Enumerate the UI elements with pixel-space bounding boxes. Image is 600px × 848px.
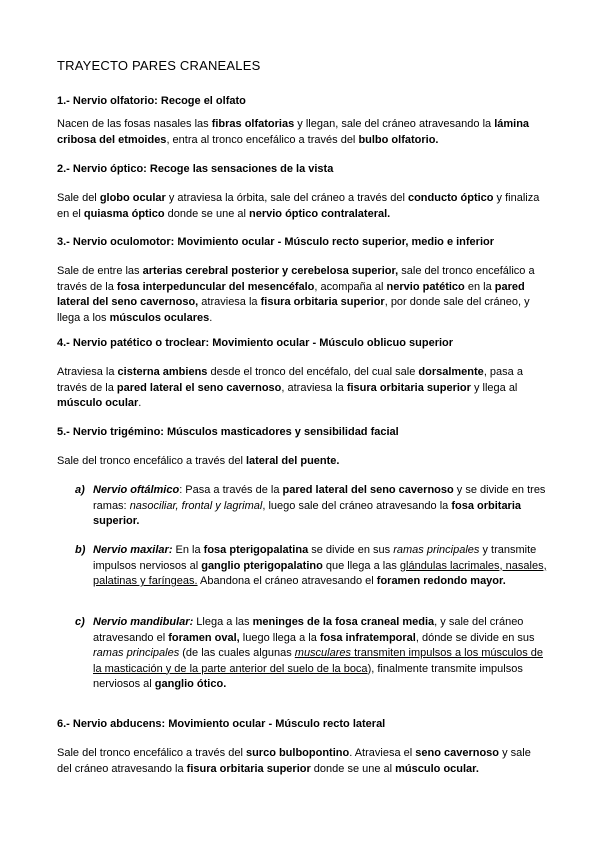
list-item-mandibular: c) Nervio mandibular: Llega a las meninges de la fosa craneal media, y sale del cráneo atravesando el foramen oval, luego llega a la fosa infratemporal, dónde se divide en sus ramas principales (de las cuales algunas musculares transmiten impulsos a los músculos de la masticación y de la parte anterior del suelo de la boca), finalmente transmite impulsos nerviosos al ganglio ótico. xyxy=(75,616,543,690)
paragraph-patetico: Atraviesa la cisterna ambiens desde el tronco del encéfalo, del cual sale dorsalmente, pasa a través de la pared lateral el seno cavernoso, atraviesa la fisura orbitaria superior y llega al músculo ocular. xyxy=(57,366,523,409)
paragraph-trigemino: Sale del tronco encefálico a través del lateral del puente. xyxy=(57,455,340,467)
page-title: TRAYECTO PARES CRANEALES xyxy=(57,58,261,73)
heading-oculomotor: 3.- Nervio oculomotor: Movimiento ocular - Músculo recto superior, medio e inferior xyxy=(57,236,495,248)
list-item-oftalmico: a) Nervio oftálmico: Pasa a través de la pared lateral del seno cavernoso y se divide en tres ramas: nasociliar, frontal y lagrimal, luego sale del cráneo atravesando la fosa orbitaria superior. xyxy=(75,484,546,527)
paragraph-optico: Sale del globo ocular y atraviesa la órbita, sale del cráneo a través del conducto óptico y finaliza en el quiasma óptico donde se une al nervio óptico contralateral. xyxy=(57,192,540,220)
list-label-c: c) xyxy=(75,616,85,628)
heading-optico: 2.- Nervio óptico: Recoge las sensaciones de la vista xyxy=(57,163,334,175)
paragraph-abducens: Sale del tronco encefálico a través del surco bulbopontino. Atraviesa el seno cavernoso y sale del cráneo atravesando la fisura orbitaria superior donde se une al músculo ocular. xyxy=(57,747,531,775)
list-item-maxilar: b) Nervio maxilar: En la fosa pterigopalatina se divide en sus ramas principales y transmite impulsos nerviosos al ganglio pterigopalatino que llega a las glándulas lacrimales, nasales, palatinas y faríngeas. Abandona el cráneo atravesando el foramen redondo mayor. xyxy=(75,544,547,587)
heading-abducens: 6.- Nervio abducens: Movimiento ocular - Músculo recto lateral xyxy=(57,718,386,730)
list-label-a: a) xyxy=(75,484,85,496)
paragraph-oculomotor: Sale de entre las arterias cerebral posterior y cerebelosa superior, sale del tronco encefálico a través de la fosa interpeduncular del mesencéfalo, acompaña al nervio patético en la pared lateral del seno cavernoso, atraviesa la fisura orbitaria superior, por donde sale del cráneo, y llega a los músculos oculares. xyxy=(57,265,535,324)
heading-patetico: 4.- Nervio patético o troclear: Movimiento ocular - Músculo oblicuo superior xyxy=(57,337,454,349)
paragraph-olfatorio: Nacen de las fosas nasales las fibras olfatorias y llegan, sale del cráneo atravesando la lámina cribosa del etmoides, entra al tronco encefálico a través del bulbo olfatorio. xyxy=(57,118,530,146)
heading-trigemino: 5.- Nervio trigémino: Músculos masticadores y sensibilidad facial xyxy=(57,426,399,438)
heading-olfatorio: 1.- Nervio olfatorio: Recoge el olfato xyxy=(57,95,246,107)
list-label-b: b) xyxy=(75,544,86,556)
